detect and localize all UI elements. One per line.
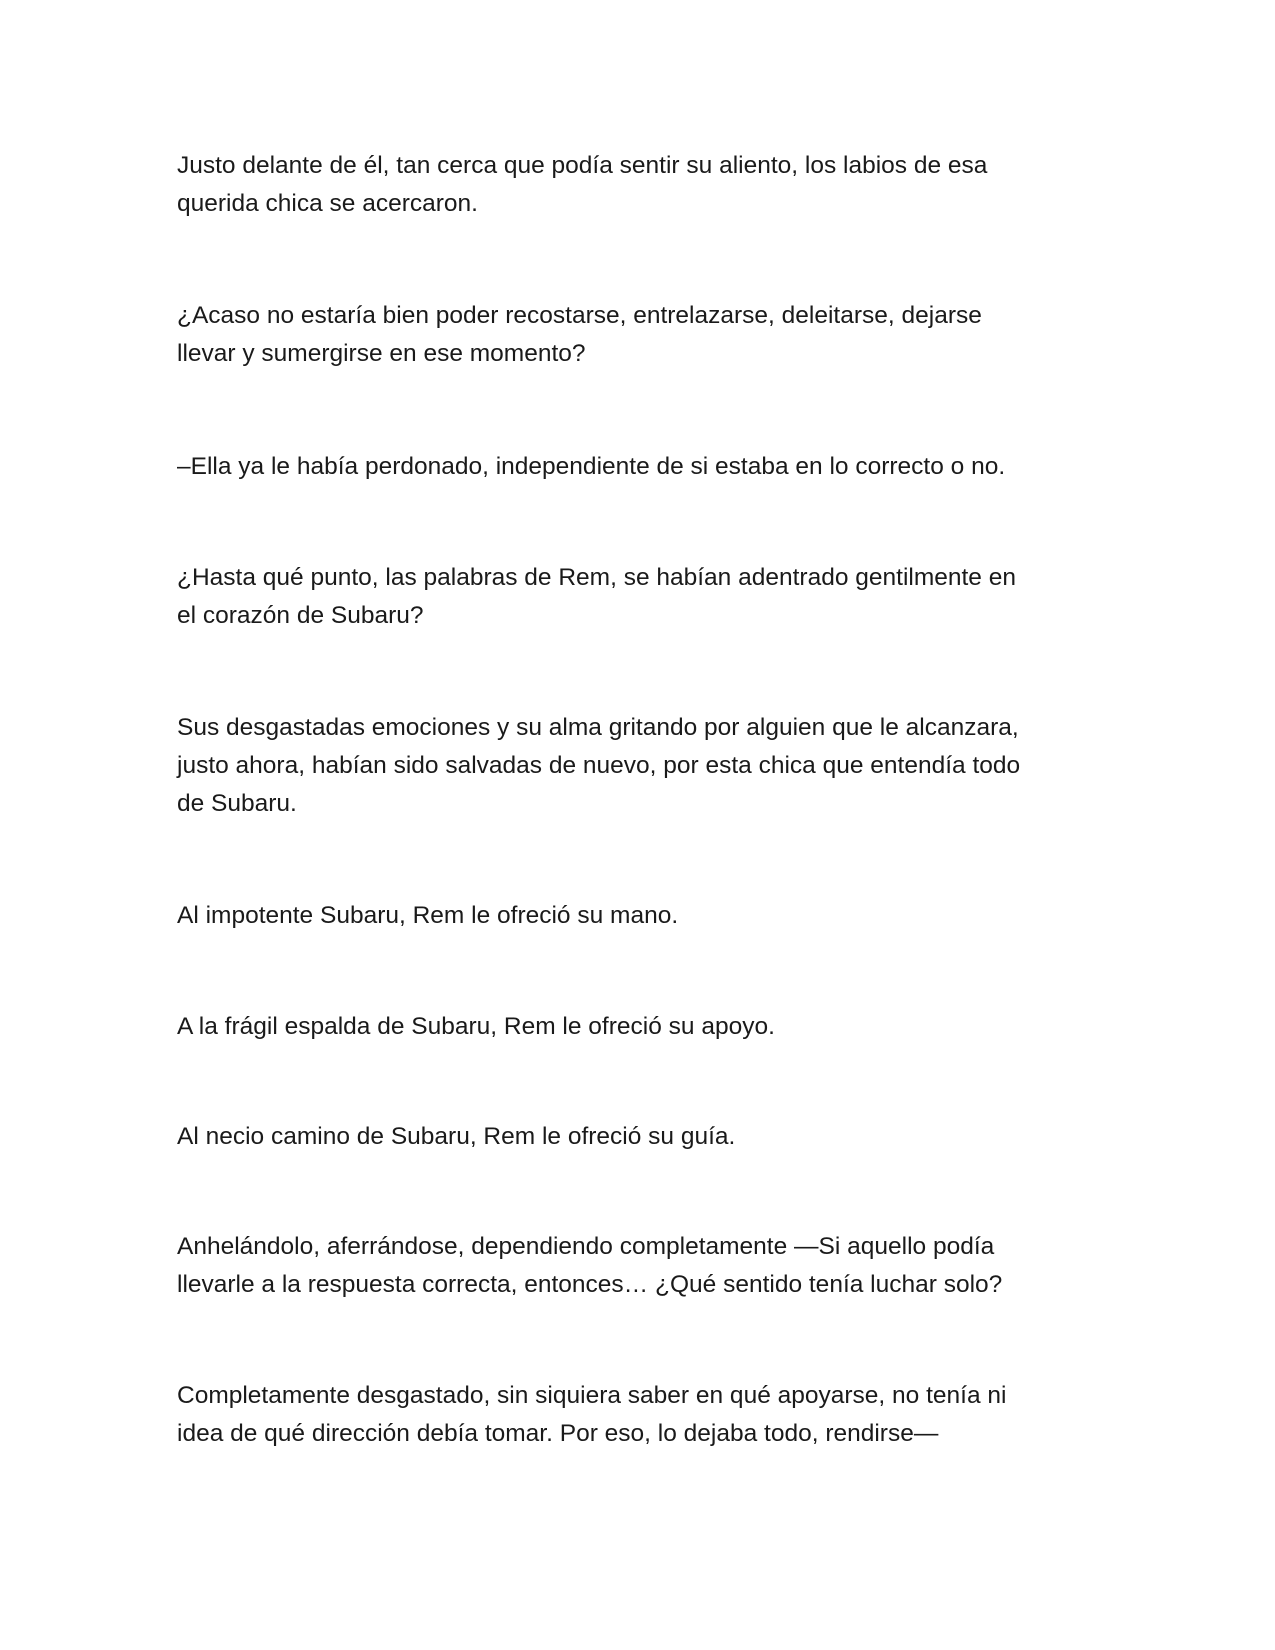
paragraph-line: justo ahora, habían sido salvadas de nuevo, por esta chica que entendía todo: [177, 752, 1021, 779]
paragraph-line: Justo delante de él, tan cerca que podía sentir su aliento, los labios de esa: [177, 152, 988, 179]
paragraph-7: [177, 1008, 1107, 1046]
paragraph-10: [177, 1377, 1107, 1453]
paragraph-2: [177, 297, 1107, 373]
paragraph-line: Anhelándolo, aferrándose, dependiendo completamente —Si aquello podía: [177, 1233, 995, 1260]
paragraph-line: idea de qué dirección debía tomar. Por eso, lo dejaba todo, rendirse—: [177, 1420, 939, 1447]
paragraph-line: el corazón de Subaru?: [177, 602, 424, 629]
paragraph-line: ¿Acaso no estaría bien poder recostarse, entrelazarse, deleitarse, dejarse: [177, 302, 982, 329]
paragraph-4: [177, 559, 1107, 635]
paragraph-line: ¿Hasta qué punto, las palabras de Rem, se habían adentrado gentilmente en: [177, 564, 1016, 591]
paragraph-line: Sus desgastadas emociones y su alma gritando por alguien que le alcanzara,: [177, 714, 1019, 741]
paragraph-line: querida chica se acercaron.: [177, 190, 478, 217]
paragraph-1: [177, 147, 1107, 223]
paragraph-line: Completamente desgastado, sin siquiera saber en qué apoyarse, no tenía ni: [177, 1382, 1007, 1409]
paragraph-line: llevar y sumergirse en ese momento?: [177, 340, 586, 367]
paragraph-line: llevarle a la respuesta correcta, entonces… ¿Qué sentido tenía luchar solo?: [177, 1271, 1003, 1298]
paragraph-5: [177, 709, 1107, 823]
paragraph-line: de Subaru.: [177, 790, 297, 817]
paragraph-8: [177, 1118, 1107, 1156]
paragraph-3: [177, 448, 1107, 486]
paragraph-line: –Ella ya le había perdonado, independiente de si estaba en lo correcto o no.: [177, 453, 1006, 480]
paragraph-line: Al impotente Subaru, Rem le ofreció su mano.: [177, 902, 679, 929]
paragraph-9: [177, 1228, 1107, 1304]
paragraph-6: [177, 897, 1107, 935]
paragraph-line: Al necio camino de Subaru, Rem le ofreció su guía.: [177, 1123, 736, 1150]
paragraph-line: A la frágil espalda de Subaru, Rem le ofreció su apoyo.: [177, 1013, 775, 1040]
